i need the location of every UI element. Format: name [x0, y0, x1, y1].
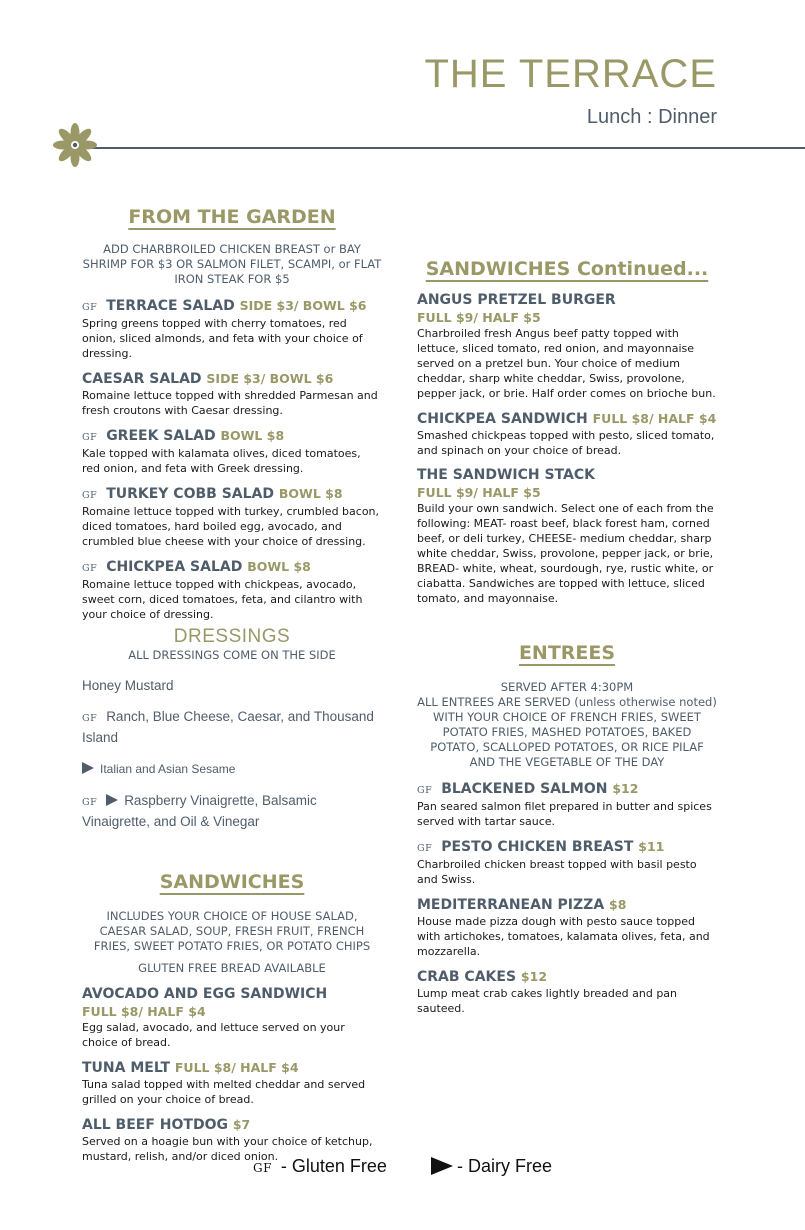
- menu-item-title: [417, 896, 717, 914]
- dressing-item: [82, 791, 382, 831]
- menu-item-description: Tuna salad topped with melted cheddar and served grilled on your choice of bread.: [82, 1078, 366, 1106]
- gluten-free-mark: GF: [82, 490, 98, 501]
- menu-item-description: Egg salad, avocado, and lettuce served on your choice of bread.: [82, 1021, 345, 1049]
- menu-item-title: [417, 410, 717, 428]
- menu-item-price: FULL $8/ HALF $4: [82, 1004, 206, 1019]
- menu-item-price: $8: [609, 897, 627, 912]
- entrees-title: ENTREES: [518, 642, 616, 664]
- dressing-item: [82, 676, 382, 695]
- dressing-name: Italian and Asian Sesame: [100, 762, 236, 776]
- menu-item-price: $11: [638, 839, 665, 854]
- menu-item-description: Charbroiled chicken breast topped with basil pesto and Swiss.: [417, 858, 697, 886]
- menu-item-price: SIDE $3/ BOWL $6: [239, 298, 367, 313]
- legend-gf-label: - Gluten Free: [280, 1156, 387, 1176]
- menu-item-price: $12: [612, 781, 639, 796]
- menu-item-price: FULL $9/ HALF $5: [417, 485, 541, 500]
- menu-item-description: Romaine lettuce topped with shredded Parmesan and fresh croutons with Caesar dressing.: [82, 389, 378, 417]
- sandwiches-title: SANDWICHES: [159, 871, 305, 893]
- right-column: [417, 258, 717, 1016]
- gluten-free-mark: GF: [82, 563, 98, 574]
- dressing-name: Raspberry Vinaigrette, Balsamic Vinaigrette, and Oil & Vinegar: [82, 793, 317, 829]
- menu-item-price: FULL $8/ HALF $4: [592, 411, 717, 426]
- legend-gf-mark: GF: [252, 1161, 272, 1175]
- menu-item-price: BOWL $8: [247, 559, 311, 574]
- menu-item-name: GREEK SALAD: [106, 428, 216, 444]
- menu-item: [82, 427, 382, 476]
- menu-item-name: TURKEY COBB SALAD: [106, 486, 274, 502]
- sandwich-continued-items: [417, 292, 717, 606]
- menu-item-price: BOWL $8: [278, 486, 343, 501]
- menu-item-name: BLACKENED SALMON: [441, 781, 608, 797]
- gluten-free-mark: GF: [82, 713, 98, 724]
- menu-item-description: House made pizza dough with pesto sauce topped with artichokes, tomatoes, kalamata olives, feta, and mozzarella.: [417, 915, 710, 958]
- menu-item-name: THE SANDWICH STACK: [417, 467, 595, 483]
- menu-item-name: TUNA MELT: [82, 1060, 170, 1076]
- menu-item-description: Smashed chickpeas topped with pesto, sliced tomato, and spinach on your choice of bread.: [417, 429, 715, 457]
- menu-item-title: [417, 780, 717, 799]
- menu-item-title: [82, 485, 382, 504]
- menu-item-name: MEDITERRANEAN PIZZA: [417, 897, 605, 913]
- menu-item-description: Romaine lettuce topped with chickpeas, avocado, sweet corn, diced tomatoes, feta, and cilantro with your choice of dressing.: [82, 578, 363, 621]
- menu-item: [82, 1059, 382, 1107]
- gluten-free-bread-note: GLUTEN FREE BREAD AVAILABLE: [138, 961, 326, 975]
- entree-items: [417, 780, 717, 1016]
- menu-item: [417, 780, 717, 829]
- menu-item-name: PESTO CHICKEN BREAST: [441, 839, 634, 855]
- menu-item-title: [417, 968, 717, 986]
- menu-item-price: BOWL $8: [220, 428, 285, 443]
- menu-item-title: [417, 838, 717, 857]
- menu-item-name: TERRACE SALAD: [106, 298, 235, 314]
- menu-item-name: ANGUS PRETZEL BURGER: [417, 292, 616, 308]
- gluten-free-mark: GF: [417, 785, 433, 796]
- left-column: [82, 206, 382, 1164]
- menu-item-name: CAESAR SALAD: [82, 371, 202, 387]
- dressings-title: DRESSINGS: [173, 626, 291, 647]
- menu-item: [417, 838, 717, 887]
- flower-icon: [52, 122, 98, 168]
- dressing-item: [82, 759, 382, 779]
- menu-item-title: [82, 370, 382, 388]
- gluten-free-mark: GF: [417, 843, 433, 854]
- menu-item-title: [82, 986, 382, 1003]
- menu-item-name: CHICKPEA SALAD: [106, 559, 243, 575]
- menu-item-name: CRAB CAKES: [417, 969, 517, 985]
- menu-item-price: $12: [520, 969, 548, 984]
- menu-item-description: Charbroiled fresh Angus beef patty topped with lettuce, sliced tomato, red onion, and mayonnaise served on a pretzel bun. Your choice of medium cheddar, sharp white cheddar, Swiss, provolone, pepper jack, or brie. Half order comes on brioche bun.: [417, 327, 716, 400]
- menu-item-description: Build your own sandwich. Select one of each from the following: MEAT- roast beef, black forest ham, corned beef, or deli turkey, CHEESE- medium cheddar, sharp white cheddar, Swiss, provolone, pepper jack, or brie, BREAD- white, wheat, sourdough, rye, rustic white, or ciabatta. Sandwiches are topped with lettuce, sliced tomato, and mayonnaise.: [417, 502, 714, 605]
- dairy-free-arrow-icon: [82, 762, 94, 774]
- menu-item: [82, 485, 382, 549]
- menu-item-price: $7: [232, 1117, 251, 1132]
- legend-df-label: - Dairy Free: [456, 1156, 552, 1176]
- menu-item: [82, 558, 382, 622]
- menu-item: [82, 297, 382, 361]
- gluten-free-mark: GF: [82, 302, 98, 313]
- sandwich-items: [82, 986, 382, 1164]
- menu-item-title: [82, 1116, 382, 1134]
- menu-item: [82, 370, 382, 418]
- dressing-name: Ranch, Blue Cheese, Caesar, and Thousand Island: [82, 709, 374, 745]
- gluten-free-mark: GF: [82, 797, 98, 808]
- entrees-sides-note: ALL ENTREES ARE SERVED (unless otherwise noted) WITH YOUR CHOICE OF FRENCH FRIES, SWEET POTATO FRIES, MASHED POTATOES, BAKED POTATO, SCALLOPED POTATOES, OR RICE PILAF AND THE VEGETABLE OF THE DAY: [417, 695, 717, 769]
- garden-title: FROM THE GARDEN: [128, 206, 336, 228]
- dressing-item: [82, 707, 382, 747]
- gluten-free-mark: GF: [82, 432, 98, 443]
- menu-item: [417, 467, 717, 606]
- sandwiches-continued-title: SANDWICHES Continued...: [425, 258, 709, 280]
- menu-item-description: Kale topped with kalamata olives, diced tomatoes, red onion, and feta with Greek dressing.: [82, 447, 361, 475]
- menu-item: [417, 292, 717, 401]
- dairy-free-arrow-icon: [431, 1157, 453, 1175]
- menu-item-title: [417, 467, 717, 484]
- dressing-name: Honey Mustard: [82, 678, 174, 693]
- menu-item-description: Romaine lettuce topped with turkey, crumbled bacon, diced tomatoes, hard boiled egg, avocado, and crumbled blue cheese with your choice of dressing.: [82, 505, 380, 548]
- menu-item-name: AVOCADO AND EGG SANDWICH: [82, 986, 328, 1002]
- menu-item-price: SIDE $3/ BOWL $6: [206, 371, 334, 386]
- legend: [0, 1156, 805, 1177]
- dressings-note: ALL DRESSINGS COME ON THE SIDE: [128, 648, 336, 662]
- menu-item-title: [82, 558, 382, 577]
- sandwiches-note: INCLUDES YOUR CHOICE OF HOUSE SALAD, CAESAR SALAD, SOUP, FRESH FRUIT, FRENCH FRIES, SWEET POTATO FRIES, OR POTATO CHIPS: [93, 909, 371, 953]
- menu-item: [417, 410, 717, 458]
- menu-item: [82, 986, 382, 1050]
- page-title: THE TERRACE: [424, 52, 717, 96]
- menu-item: [417, 968, 717, 1016]
- menu-item-description: Pan seared salmon filet prepared in butter and spices served with tartar sauce.: [417, 800, 712, 828]
- menu-item-description: Spring greens topped with cherry tomatoes, red onion, sliced almonds, and feta with your choice of dressing.: [82, 317, 363, 360]
- garden-note: ADD CHARBROILED CHICKEN BREAST or BAY SHRIMP FOR $3 OR SALMON FILET, SCAMPI, or FLAT IRON STEAK FOR $5: [82, 242, 382, 286]
- menu-item-name: CHICKPEA SANDWICH: [417, 411, 588, 427]
- menu-item-title: [82, 297, 382, 316]
- menu-item-title: [417, 292, 717, 309]
- dressings-list: [82, 676, 382, 831]
- entrees-time-note: SERVED AFTER 4:30PM: [500, 680, 634, 694]
- page-subtitle: Lunch : Dinner: [586, 106, 717, 128]
- header-divider: [92, 147, 805, 149]
- menu-item-price: FULL $9/ HALF $5: [417, 310, 541, 325]
- menu-item-title: [82, 1059, 382, 1077]
- menu-item-description: Lump meat crab cakes lightly breaded and pan sauteed.: [417, 987, 678, 1015]
- menu-item-title: [82, 427, 382, 446]
- menu-item-description: Served on a hoagie bun with your choice of ketchup, mustard, relish, and/or diced onion.: [82, 1135, 373, 1163]
- menu-item-price: FULL $8/ HALF $4: [174, 1060, 299, 1075]
- menu-item: [417, 896, 717, 959]
- dairy-free-arrow-icon: [106, 794, 118, 806]
- garden-items: [82, 297, 382, 622]
- menu-item-name: ALL BEEF HOTDOG: [82, 1117, 228, 1133]
